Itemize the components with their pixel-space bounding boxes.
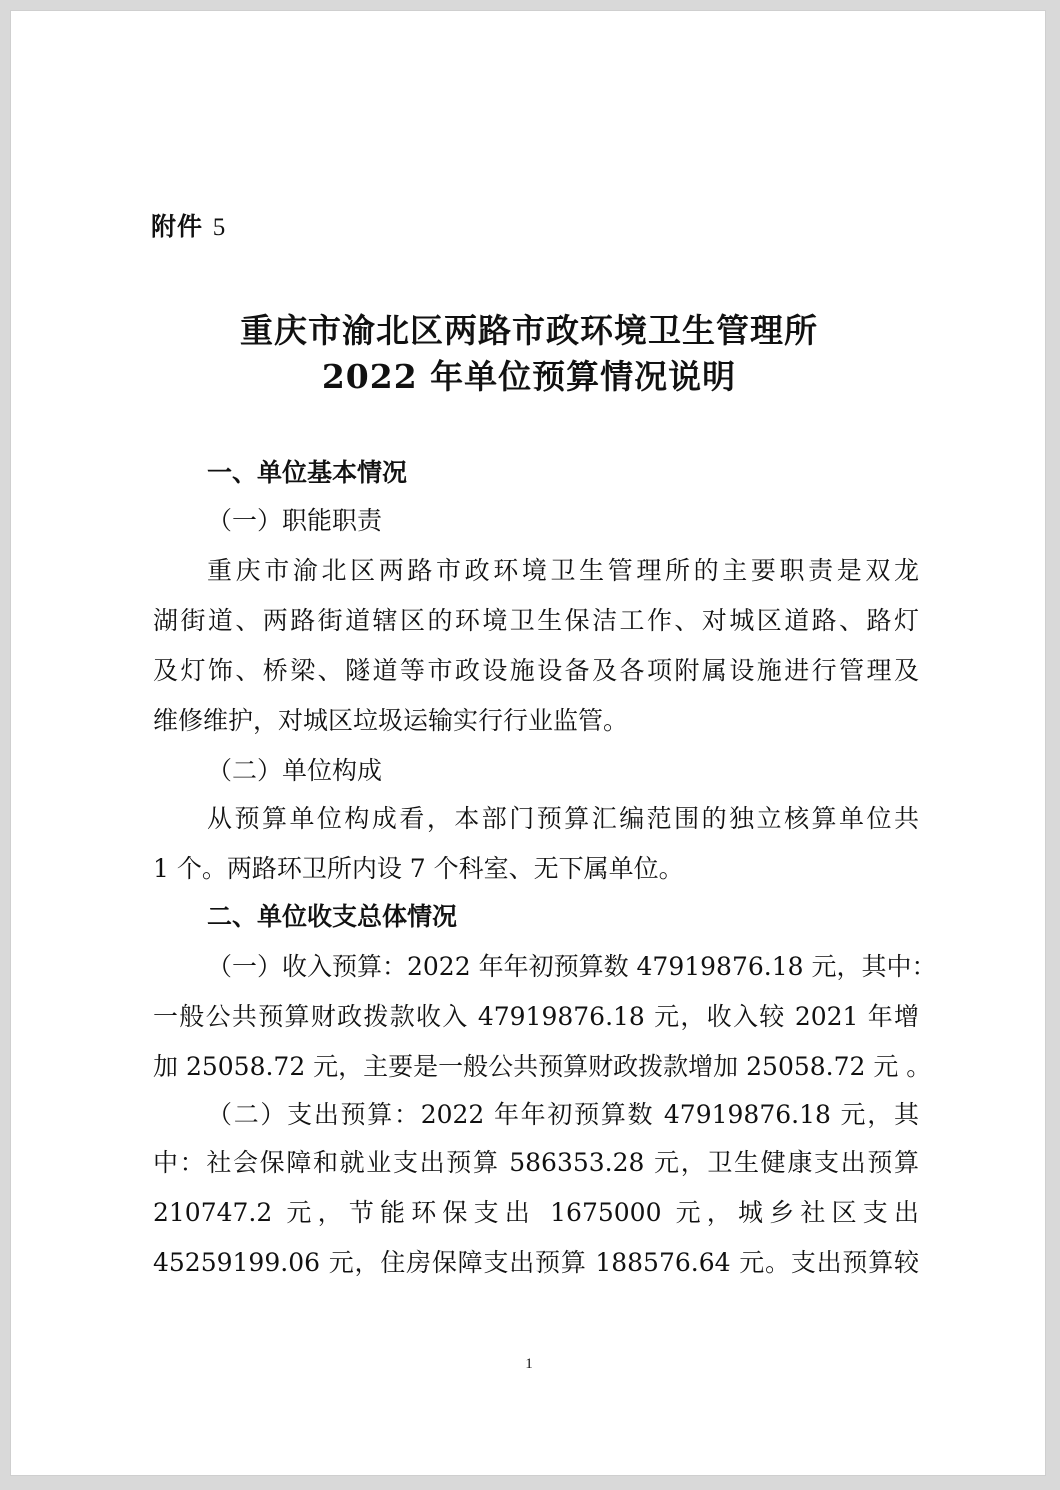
paragraph-line: 维修维护，对城区垃圾运输实行行业监管。	[153, 706, 629, 735]
subsection-heading-structure: （二）单位构成	[207, 756, 383, 785]
page-number: 1	[525, 1356, 533, 1372]
subsection-heading-functions: （一）职能职责	[207, 506, 383, 535]
paragraph-line: 1 个。两路环卫所内设 7 个科室、无下属单位。	[153, 854, 684, 883]
paragraph-line: （二）支出预算：2022 年年初预算数 47919876.18 元，其	[207, 1100, 919, 1129]
document-page	[10, 10, 1046, 1476]
section-heading-basic-info: 一、单位基本情况	[207, 458, 408, 487]
paragraph-line: 加 25058.72 元，主要是一般公共预算财政拨款增加 25058.72 元 。	[153, 1052, 932, 1081]
attachment-text: 附件	[151, 212, 204, 241]
attachment-number: 5	[212, 214, 227, 241]
paragraph-line: 湖街道、两路街道辖区的环境卫生保洁工作、对城区道路、路灯	[153, 606, 919, 635]
paragraph-line: 重庆市渝北区两路市政环境卫生管理所的主要职责是双龙	[207, 556, 919, 585]
paragraph-line: 一般公共预算财政拨款收入 47919876.18 元，收入较 2021 年增	[153, 1002, 919, 1031]
paragraph-line: 及灯饰、桥梁、隧道等市政设施设备及各项附属设施进行管理及	[153, 656, 919, 685]
attachment-label	[151, 207, 226, 243]
section-heading-budget-overview: 二、单位收支总体情况	[207, 902, 458, 931]
document-title-line-2: 2022 年单位预算情况说明	[321, 357, 737, 396]
paragraph-line: （一）收入预算：2022 年年初预算数 47919876.18 元，其中：	[207, 952, 937, 981]
paragraph-line: 45259199.06 元，住房保障支出预算 188576.64 元。支出预算较	[153, 1248, 919, 1277]
document-title-line-1: 重庆市渝北区两路市政环境卫生管理所	[240, 311, 818, 350]
paragraph-line: 从预算单位构成看，本部门预算汇编范围的独立核算单位共	[207, 804, 919, 833]
paragraph-line: 210747.2 元，节能环保支出 1675000 元，城乡社区支出	[153, 1198, 919, 1227]
paragraph-line: 中：社会保障和就业支出预算 586353.28 元，卫生健康支出预算	[153, 1148, 919, 1177]
